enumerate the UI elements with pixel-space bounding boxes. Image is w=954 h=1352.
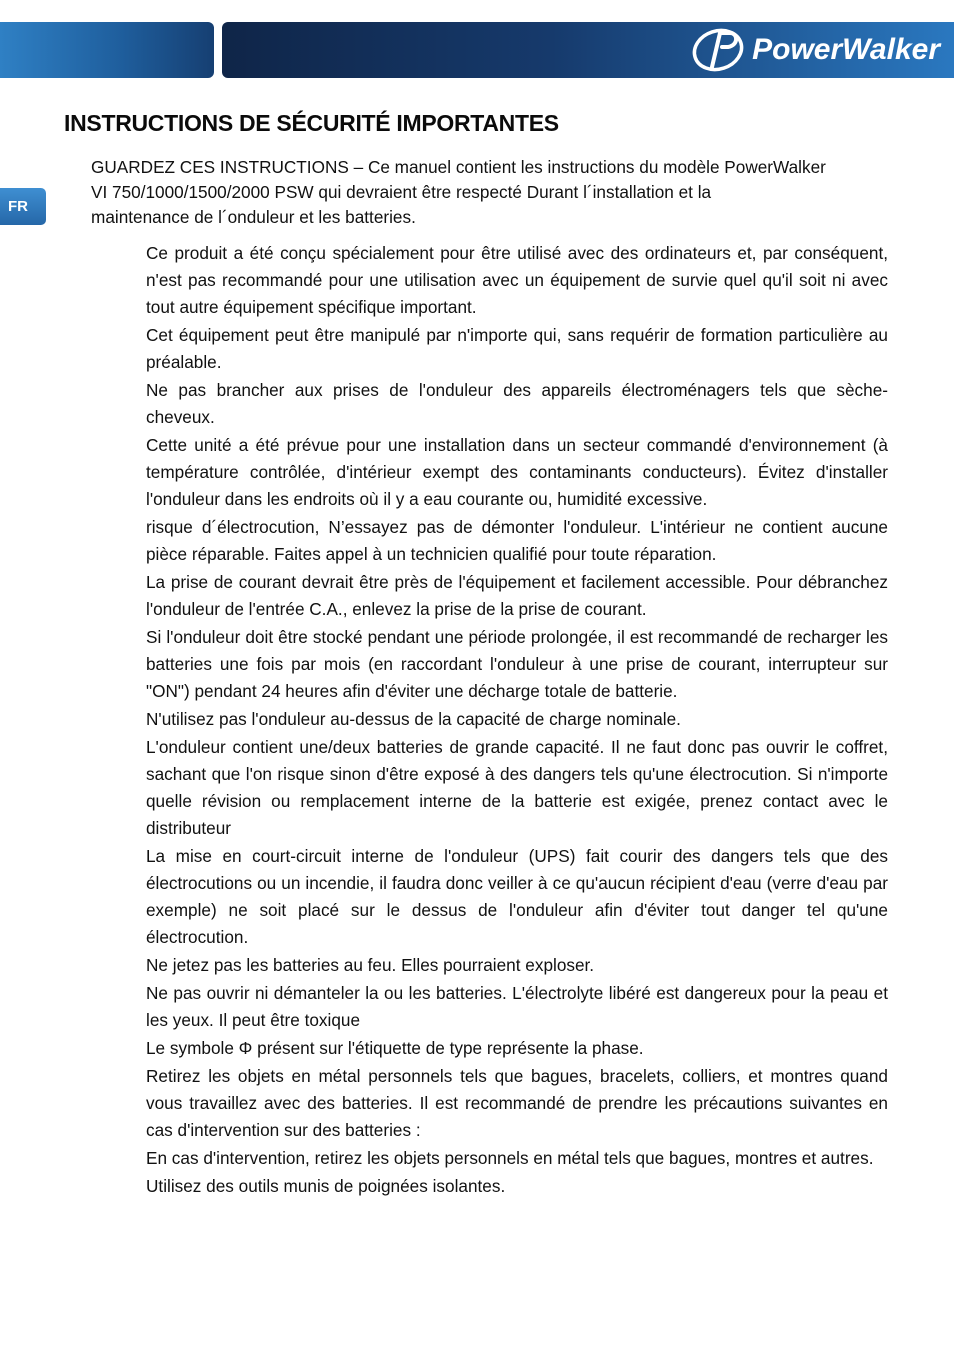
list-item: La mise en court-circuit interne de l'onduleur (UPS) fait courir des dangers tels que des électrocutions ou un incendie, il faudra donc veiller à ce qu'aucun récipient d'eau (verre d'eau par exemple) ne soit placé sur le dessus de l'onduleur afin d'éviter tout danger tel qu'une électrocution.	[146, 846, 888, 947]
header-bar-right	[222, 22, 954, 78]
page-title: INSTRUCTIONS DE SÉCURITÉ IMPORTANTES	[64, 110, 559, 136]
list-item: Cette unité a été prévue pour une installation dans un secteur commandé d'environnement (à température contrôlée, d'intérieur exempt des contaminants conducteurs). Évitez d'installer l'onduleur dans les endroits où il y a eau courante ou, humidité excessive.	[146, 435, 888, 509]
intro-paragraph	[91, 155, 881, 230]
header-bar-left	[0, 22, 214, 78]
list-item: En cas d'intervention, retirez les objets personnels en métal tels que bagues, montres et autres.	[146, 1148, 874, 1168]
list-item: Le symbole Φ présent sur l'étiquette de type représente la phase.	[146, 1038, 644, 1058]
safety-instructions-list	[146, 240, 888, 1201]
list-item: N'utilisez pas l'onduleur au-dessus de la capacité de charge nominale.	[146, 709, 681, 729]
list-item: Ce produit a été conçu spécialement pour être utilisé avec des ordinateurs et, par conséquent, n'est pas recommandé pour une utilisation avec un équipement de survie quel qu'il soit ni avec tout autre équipement spécifique important.	[146, 243, 888, 317]
language-tab: FR	[0, 188, 46, 225]
list-item: Retirez les objets en métal personnels tels que bagues, bracelets, colliers, et montres quand vous travaillez avec des batteries. Il est recommandé de prendre les précautions suivantes en cas d'intervention sur des batteries :	[146, 1066, 888, 1140]
intro-line: maintenance de l´onduleur et les batteries.	[91, 207, 416, 227]
list-item: Ne pas brancher aux prises de l'onduleur des appareils électroménagers tels que sèche-cheveux.	[146, 380, 888, 427]
list-item: Utilisez des outils munis de poignées isolantes.	[146, 1176, 506, 1196]
list-item: risque d´électrocution, N’essayez pas de démonter l'onduleur. L'intérieur ne contient aucune pièce réparable. Faites appel à un technicien qualifié pour toute réparation.	[146, 517, 888, 564]
list-item: La prise de courant devrait être près de l'équipement et facilement accessible. Pour débranchez l'onduleur de l'entrée C.A., enlevez la prise de la prise de courant.	[146, 572, 888, 619]
powerwalker-logo	[690, 26, 940, 74]
intro-line: VI 750/1000/1500/2000 PSW qui devraient être respecté Durant l´installation et la	[91, 182, 712, 202]
list-item: Si l'onduleur doit être stocké pendant une période prolongée, il est recommandé de recharger les batteries une fois par mois (en raccordant l'onduleur à une prise de courant, interrupteur sur "ON") pendant 24 heures afin d'éviter une décharge totale de batterie.	[146, 627, 888, 701]
list-item: Ne pas ouvrir ni démanteler la ou les batteries. L'électrolyte libéré est dangereux pour la peau et les yeux. Il peut être toxique	[146, 983, 888, 1030]
list-item: Cet équipement peut être manipulé par n'importe qui, sans requérir de formation particulière au préalable.	[146, 325, 888, 372]
intro-line: GUARDEZ CES INSTRUCTIONS – Ce manuel contient les instructions du modèle PowerWalker	[91, 157, 826, 177]
brand-name: PowerWalker	[752, 33, 940, 66]
powerwalker-logo-icon	[690, 27, 746, 73]
list-item: Ne jetez pas les batteries au feu. Elles pourraient exploser.	[146, 955, 595, 975]
list-item: L'onduleur contient une/deux batteries de grande capacité. Il ne faut donc pas ouvrir le coffret, sachant que l'on risque sinon d'être exposé à des dangers tels qu'une électrocution. Si n'importe quelle révision ou remplacement interne de la batterie est exigée, prenez contact avec le distributeur	[146, 737, 888, 838]
